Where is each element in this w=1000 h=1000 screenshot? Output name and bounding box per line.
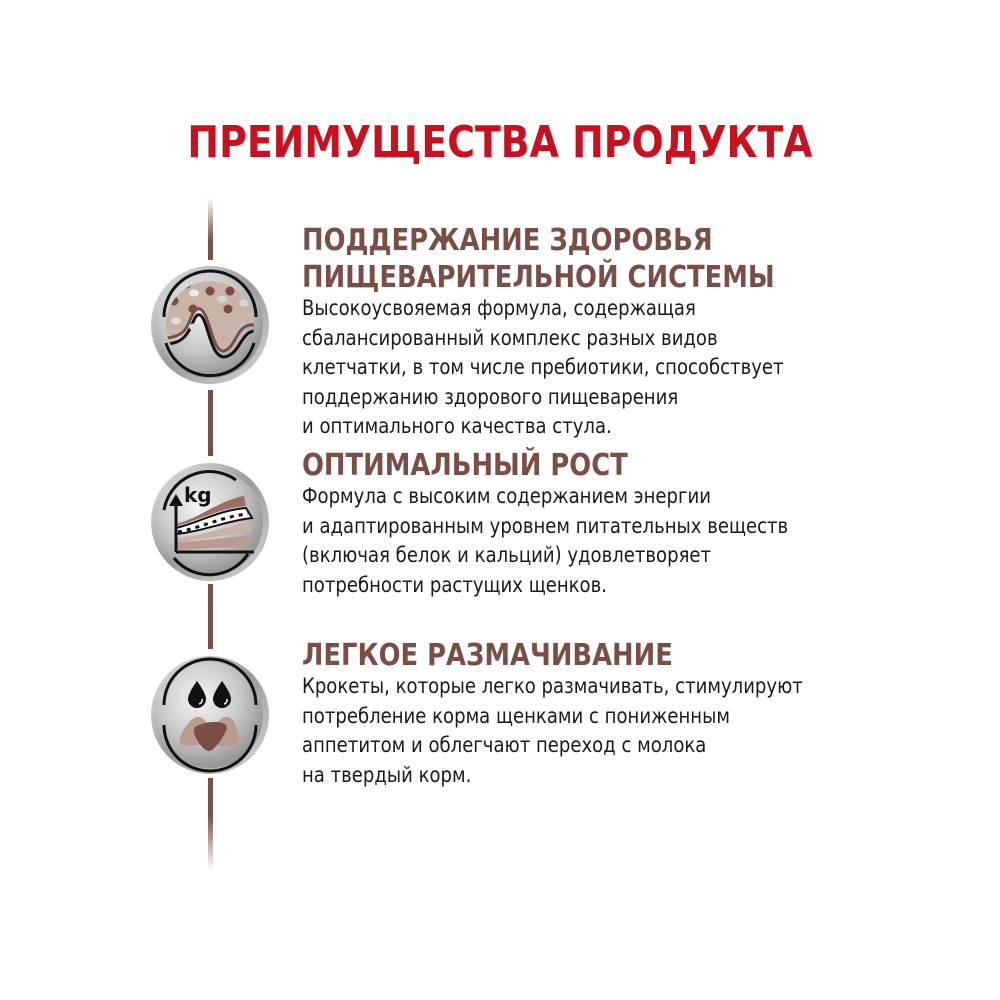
timeline-line-top bbox=[208, 197, 213, 260]
heading-line: ПИЩЕВАРИТЕЛЬНОЙ СИСТЕМЫ bbox=[302, 260, 775, 295]
digestive-health-icon bbox=[150, 265, 270, 385]
description-line: клетчатки, в том числе пребиотики, способствует bbox=[302, 355, 784, 379]
description-line: Формула с высоким содержанием энергии bbox=[302, 484, 711, 508]
benefit-description bbox=[302, 482, 852, 600]
description-line: сбалансированный комплекс разных видов bbox=[302, 325, 718, 350]
description-line: аппетитом и облегчают переход с молока bbox=[302, 733, 707, 757]
benefit-heading bbox=[302, 447, 852, 484]
description-line: и оптимального качества стула. bbox=[302, 414, 612, 438]
benefit-description bbox=[302, 294, 852, 442]
kg-label: kg bbox=[184, 483, 212, 507]
heading-line: ОПТИМАЛЬНЫЙ РОСТ bbox=[302, 448, 628, 483]
page-title: ПРЕИМУЩЕСТВА ПРОДУКТА bbox=[187, 117, 813, 168]
description-line: Высокоусвояемая формула, содержащая bbox=[302, 296, 696, 320]
description-line: (включая белок и кальций) удовлетворяет bbox=[302, 543, 712, 567]
description-line: потребление корма щенками с пониженным bbox=[302, 703, 730, 728]
timeline-line-bottom bbox=[208, 778, 213, 870]
description-line: и адаптированным уровнем питательных веществ bbox=[302, 513, 789, 538]
benefit-description bbox=[302, 672, 852, 790]
benefit-easy-rehydration bbox=[302, 637, 942, 790]
heading-line: ПОДДЕРЖАНИЕ ЗДОРОВЬЯ bbox=[302, 223, 713, 258]
description-line: Крокеты, которые легко размачивать, стимулируют bbox=[302, 674, 803, 698]
easy-rehydration-icon bbox=[150, 655, 270, 775]
heading-line: ЛЕГКОЕ РАЗМАЧИВАНИЕ bbox=[302, 638, 673, 673]
description-line: потребности растущих щенков. bbox=[302, 572, 608, 597]
benefit-digestive-health bbox=[302, 222, 942, 442]
growth-kg-icon bbox=[150, 462, 270, 582]
benefit-heading bbox=[302, 222, 852, 296]
description-line: поддержанию здорового пищеварения bbox=[302, 384, 679, 409]
benefit-optimal-growth bbox=[302, 447, 942, 600]
timeline-line-segment bbox=[208, 390, 213, 456]
description-line: на твердый корм. bbox=[302, 762, 472, 787]
benefit-heading bbox=[302, 637, 852, 674]
timeline-line-segment bbox=[208, 584, 213, 649]
